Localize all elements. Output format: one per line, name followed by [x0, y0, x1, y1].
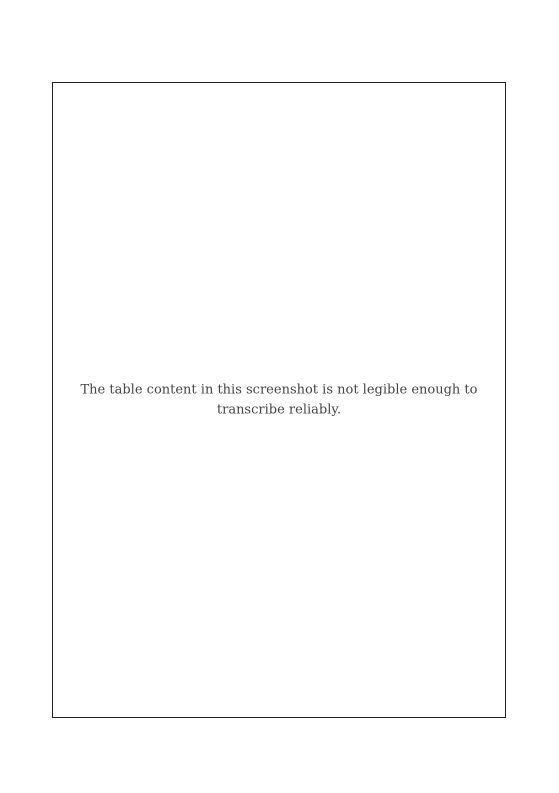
illegible-content-message: The table content in this screenshot is not legible enough to transcribe reliably.: [80, 382, 478, 417]
indicator-table: [52, 82, 506, 718]
